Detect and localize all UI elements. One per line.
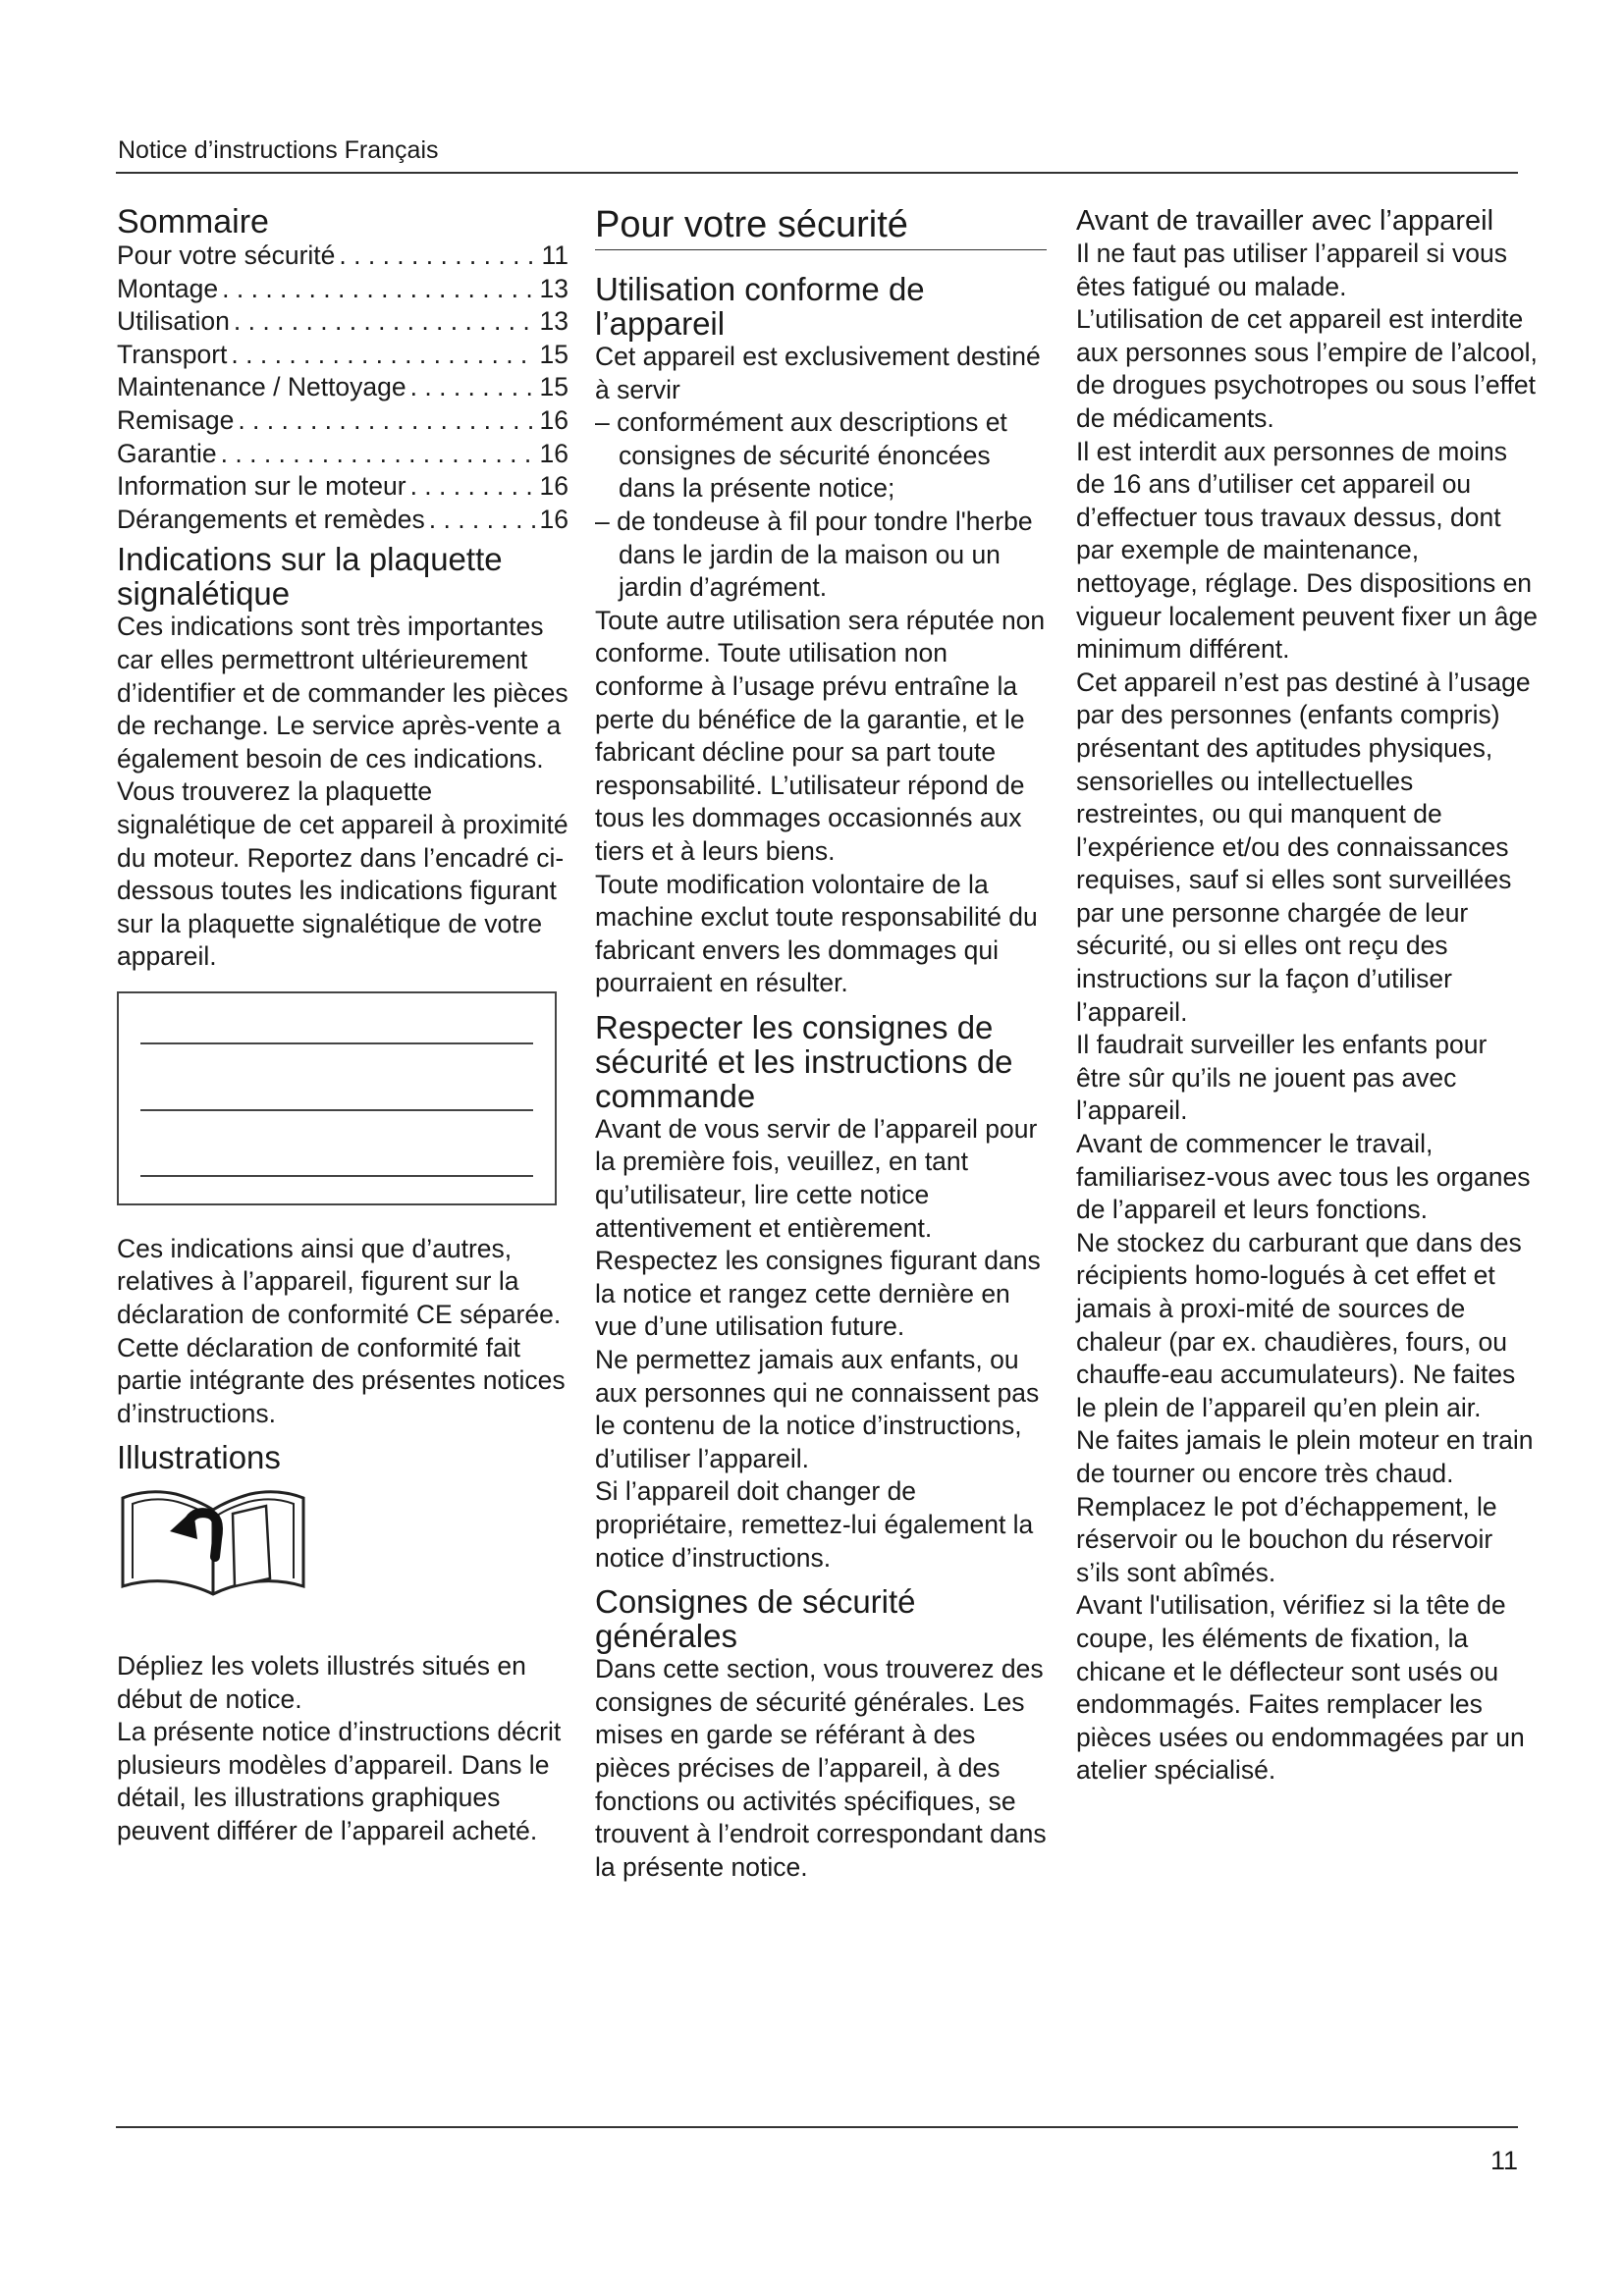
toc-entry: Utilisation . . . 13	[117, 305, 568, 339]
toc-entry: Pour votre sécurité . . . 11	[117, 240, 568, 273]
general-title: Consignes de sécurité générales	[595, 1583, 916, 1655]
safety-title: Pour votre sécurité	[595, 204, 1047, 250]
header-title: Notice d’instructions Français	[118, 136, 439, 164]
respect-paragraph-2: Ne permettez jamais aux enfants, ou aux personnes qui ne connaissent pas le contenu de la notice d’instructions, d’utiliser l’appareil.	[595, 1345, 1040, 1473]
toc-entry: Garantie . . . 16	[117, 438, 568, 471]
respect-title: Respecter les consignes de sécurité et les instructions de commande	[595, 1008, 1013, 1114]
respect-paragraph-3: Si l’appareil doit changer de propriétaire, remettez-lui également la notice d’instructions.	[595, 1476, 1034, 1573]
toc-title: Sommaire	[117, 203, 269, 240]
entry-line	[140, 1042, 533, 1044]
before-paragraph: Ne faites jamais le plein moteur en train de tourner ou encore très chaud.	[1076, 1425, 1534, 1488]
toc-entry: Transport . . . 15	[117, 339, 568, 372]
before-paragraph: L’utilisation de cet appareil est interdite aux personnes sous l’empire de l’alcool, de drogues psychotropes ou sous l’effet de médicaments.	[1076, 304, 1538, 433]
before-paragraph: Cet appareil n’est pas destiné à l’usage par des personnes (enfants compris) présentant des aptitudes physiques, sensorielles ou intellectuelles restreintes, ou qui manquent de l’expérience et/ou des connaissances requises, sauf si elles sont surveillées par une personne chargée de leur sécurité, ou si elles ont reçu des instructions sur la façon d’utiliser l’appareil.	[1076, 667, 1531, 1027]
use-paragraph-1: Toute autre utilisation sera réputée non conforme. Toute utilisation non conforme à l’usage prévu entraîne la perte du bénéfice de la garantie, et le fabricant décline pour sa part toute responsabilité. L’utilisateur répond de tous les dommages occasionnés aux tiers et à leurs biens.	[595, 605, 1046, 866]
before-paragraph: Il ne faut pas utiliser l’appareil si vous êtes fatigué ou malade.	[1076, 239, 1507, 301]
plate-text: Ces indications sont très importantes car elles permettront ultérieurement d’identifier et de commander les pièces de rechange. Le service après-vente a également besoin de ces indications. Vous trouverez la plaquette signalétique de cet appareil à proximité du moteur. Reportez dans l’encadré ci-dessous toutes les indications figurant sur la plaquette signalétique de votre appareil.	[117, 612, 568, 972]
table-of-contents	[117, 240, 568, 536]
before-paragraph: Avant l'utilisation, vérifiez si la tête de coupe, les éléments de fixation, la chicane et le déflecteur sont usés ou endommagés. Faites remplacer les pièces usées ou endommagées par un atelier spécialisé.	[1076, 1590, 1525, 1786]
use-list	[595, 406, 1047, 605]
list-item: – conformément aux descriptions et consignes de sécurité énoncées dans la présente notice;	[595, 407, 1007, 504]
page-header	[116, 134, 1518, 174]
toc-entry: Maintenance / Nettoyage . . . 15	[117, 371, 568, 404]
plate-title: Indications sur la plaquette signalétique	[117, 541, 503, 613]
column-middle	[595, 204, 1047, 1884]
respect-paragraph-1: Avant de vous servir de l’appareil pour la première fois, veuillez, en tant qu’utilisateur, lire cette notice attentivement et entièrement. Respectez les consignes figurant dans la notice et rangez cette dernière en vue d’une utilisation future.	[595, 1113, 1041, 1342]
before-paragraph: Avant de commencer le travail, familiarisez-vous avec tous les organes de l’appareil et leurs fonctions.	[1076, 1129, 1531, 1225]
before-paragraph: Remplacez le pot d’échappement, le réservoir ou le bouchon du réservoir s’ils sont abîmés.	[1076, 1491, 1497, 1587]
plate-after-text: Ces indications ainsi que d’autres, relatives à l’appareil, figurent sur la déclaration de conformité CE séparée. Cette déclaration de conformité fait partie intégrante des présentes notices d’instructions.	[117, 1233, 566, 1428]
before-title: Avant de travailler avec l’appareil	[1076, 205, 1494, 237]
before-paragraph: Il est interdit aux personnes de moins de 16 ans d’utiliser cet appareil ou d’effectuer tous travaux dessus, dont par exemple de maintenance, nettoyage, réglage. Des dispositions en vigueur localement peuvent fixer un âge minimum différent.	[1076, 436, 1538, 665]
entry-line	[140, 1175, 533, 1177]
use-paragraph-2: Toute modification volontaire de la machine exclut toute responsabilité du fabricant envers les dommages qui pourraient en résulter.	[595, 869, 1038, 998]
illustrations-text-1: Dépliez les volets illustrés situés en début de notice.	[117, 1651, 526, 1714]
illustrations-title: Illustrations	[117, 1439, 281, 1476]
use-intro: Cet appareil est exclusivement destiné à servir	[595, 342, 1041, 404]
illustrations-text-2: La présente notice d’instructions décrit plusieurs modèles d’appareil. Dans le détail, les illustrations graphiques peuvent différer de l’appareil acheté.	[117, 1717, 562, 1845]
toc-entry: Montage . . . 13	[117, 273, 568, 306]
list-item: – de tondeuse à fil pour tondre l'herbe dans le jardin de la maison ou un jardin d’agrément.	[595, 506, 1033, 603]
use-title: Utilisation conforme de l’appareil	[595, 271, 925, 342]
before-paragraph: Il faudrait surveiller les enfants pour être sûr qu’ils ne jouent pas avec l’appareil.	[1076, 1030, 1488, 1126]
column-left	[117, 204, 568, 1848]
page-number: 11	[1489, 2146, 1518, 2175]
toc-entry: Dérangements et remèdes . . . 16	[117, 504, 568, 537]
nameplate-entry-box	[117, 991, 557, 1205]
general-paragraph-1: Dans cette section, vous trouverez des consignes de sécurité générales. Les mises en garde se référant à des pièces précises de l’appareil, à des fonctions ou activités spécifiques, se trouvent à l’endroit correspondant dans la présente notice.	[595, 1654, 1047, 1882]
entry-line	[140, 1109, 533, 1111]
page-footer	[116, 2126, 1518, 2175]
book-icon	[119, 1484, 568, 1609]
toc-entry: Information sur le moteur . . . 16	[117, 470, 568, 504]
toc-entry: Remisage . . . 16	[117, 404, 568, 438]
before-paragraph: Ne stockez du carburant que dans des récipients homo-logués à cet effet et jamais à proxi-mité de sources de chaleur (par ex. chaudières, fours, ou chauffe-eau accumulateurs). Ne faites le plein de l’appareil qu’en plein air.	[1076, 1227, 1522, 1422]
column-right	[1076, 204, 1538, 1788]
